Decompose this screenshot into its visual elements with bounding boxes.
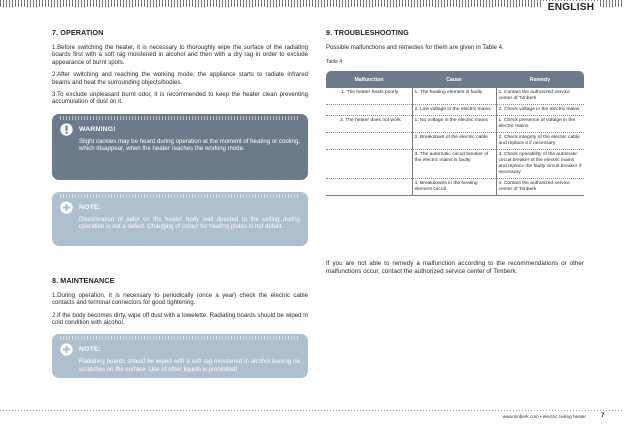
table-row [326, 116, 584, 133]
table-row [326, 105, 584, 116]
top-decorative-stripe-right [600, 0, 624, 7]
remedy-cell: 3. Check operability of the automatic circuit breaker of the electric mains and replace the faulty circuit breaker if necessary [496, 150, 584, 179]
note-box [52, 192, 308, 246]
malfunction-cell [326, 133, 412, 150]
cause-cell: 1. No voltage in the electric mains [412, 116, 496, 133]
operation-paragraph: 2.After switching and reaching the working mode, the appliance starts to radiate infrared beams and heat the surrounding objects/bodies. [52, 71, 308, 86]
table-row [326, 179, 584, 196]
remedy-cell: 2. Check voltage in the electric mains [496, 105, 584, 116]
cause-cell: 1. The heating element is faulty [412, 88, 496, 105]
malfunction-cell [326, 105, 412, 116]
operation-title: 7. OPERATION [52, 28, 104, 37]
warning-text: Slight cackles may be heard during operation at the moment of heating or cooling, which disappear, when the heater reaches the working mode. [79, 137, 300, 153]
remedy-cell: 2. Check integrity of the electric cable and replace it if necessary [496, 133, 584, 150]
note-text: Discoloration of paint on the heater body wall directed to the ceiling during operation is not a defect. Changing of colour for heating plates is not defect. [79, 215, 300, 231]
maintenance-title: 8. MAINTENANCE [52, 275, 115, 285]
maintenance-paragraph: 1.During operation, it is necessary to periodically (once a year) check the electric cable contacts and terminal connectors for good tightening. [52, 291, 308, 307]
table-row [326, 133, 584, 150]
cause-cell: 3. The automatic circuit breaker of the electric mains is faulty [412, 150, 496, 179]
left-column [52, 28, 308, 378]
top-decorative-stripe [0, 0, 624, 7]
plus-info-icon [60, 343, 73, 356]
remedy-cell: 4. Contact the authorized service center of Timberk [496, 179, 584, 196]
table-row [326, 88, 584, 105]
cause-cell: 2. Low voltage in the electric mains [412, 105, 496, 116]
box-stripe [60, 194, 300, 198]
malfunction-cell: 2. The heater does not work [326, 116, 412, 133]
warning-icon [60, 123, 73, 136]
operation-paragraph: 3.To exclude unpleasant burnt odor, it is recommended to keep the heater clean preventing accumulation of dust on it. [52, 91, 308, 106]
maintenance-section [52, 276, 308, 327]
remedy-cell: 1. Check presence of voltage in the electric mains [496, 116, 584, 133]
note-text: Radiating boards should be wiped with a soft rag moistened in alcohol leaving no scratches on the surface. Use of other liquids is prohibited! [79, 358, 300, 373]
troubleshooting-closing: If you are not able to remedy a malfunction according to the recommendations or other malfunctions occur, contact the authorized service center of Timberk. [326, 260, 584, 275]
note-title: NOTE: [79, 203, 102, 211]
table-caption: Table 4 [326, 59, 343, 66]
malfunction-cell [326, 179, 412, 196]
box-stripe [60, 116, 300, 120]
column-header: Remedy [496, 71, 584, 88]
footer-divider [0, 410, 624, 411]
troubleshooting-title: 9. TROUBLESHOOTING [326, 28, 409, 37]
note-title: NOTE: [79, 346, 102, 354]
remedy-cell: 1. Contact the authorized service center of Timberk [496, 88, 584, 105]
language-label: ENGLISH [542, 1, 600, 14]
operation-paragraph: 1.Before switching the heater, it is necessary to thoroughly wipe the surface of the radiating boards first with a soft rag moistened in alcohol and then with a dry rag in order to exclude appearance of burnt spots. [52, 44, 308, 66]
maintenance-paragraph: 2.If the body becomes dirty, wipe off dust with a towelette. Radiating boards should be wiped in cold condition with alcohol. [52, 311, 308, 327]
malfunction-cell: 1. The heater heats poorly [326, 88, 412, 105]
warning-box [52, 114, 308, 180]
cause-cell: 2. Breakdown of the electric cable [412, 133, 496, 150]
plus-info-icon [60, 201, 73, 214]
box-stripe [60, 336, 300, 340]
troubleshooting-table [326, 71, 584, 196]
warning-title: WARNING! [79, 125, 116, 133]
column-header: Cause [412, 71, 496, 88]
malfunction-cell [326, 150, 412, 179]
table-row [326, 150, 584, 179]
troubleshooting-intro: Possible malfunctions and remedies for them are given in Table 4. [326, 44, 504, 51]
cause-cell: 4. Breakdowns in the heating element circuit [412, 179, 496, 196]
right-column [326, 28, 584, 276]
column-header: Malfunction [326, 71, 412, 88]
page-number: 7 [601, 413, 605, 419]
note-box [52, 334, 308, 378]
footer-text: www.timberk.com • electric ceiling heater [502, 414, 586, 419]
